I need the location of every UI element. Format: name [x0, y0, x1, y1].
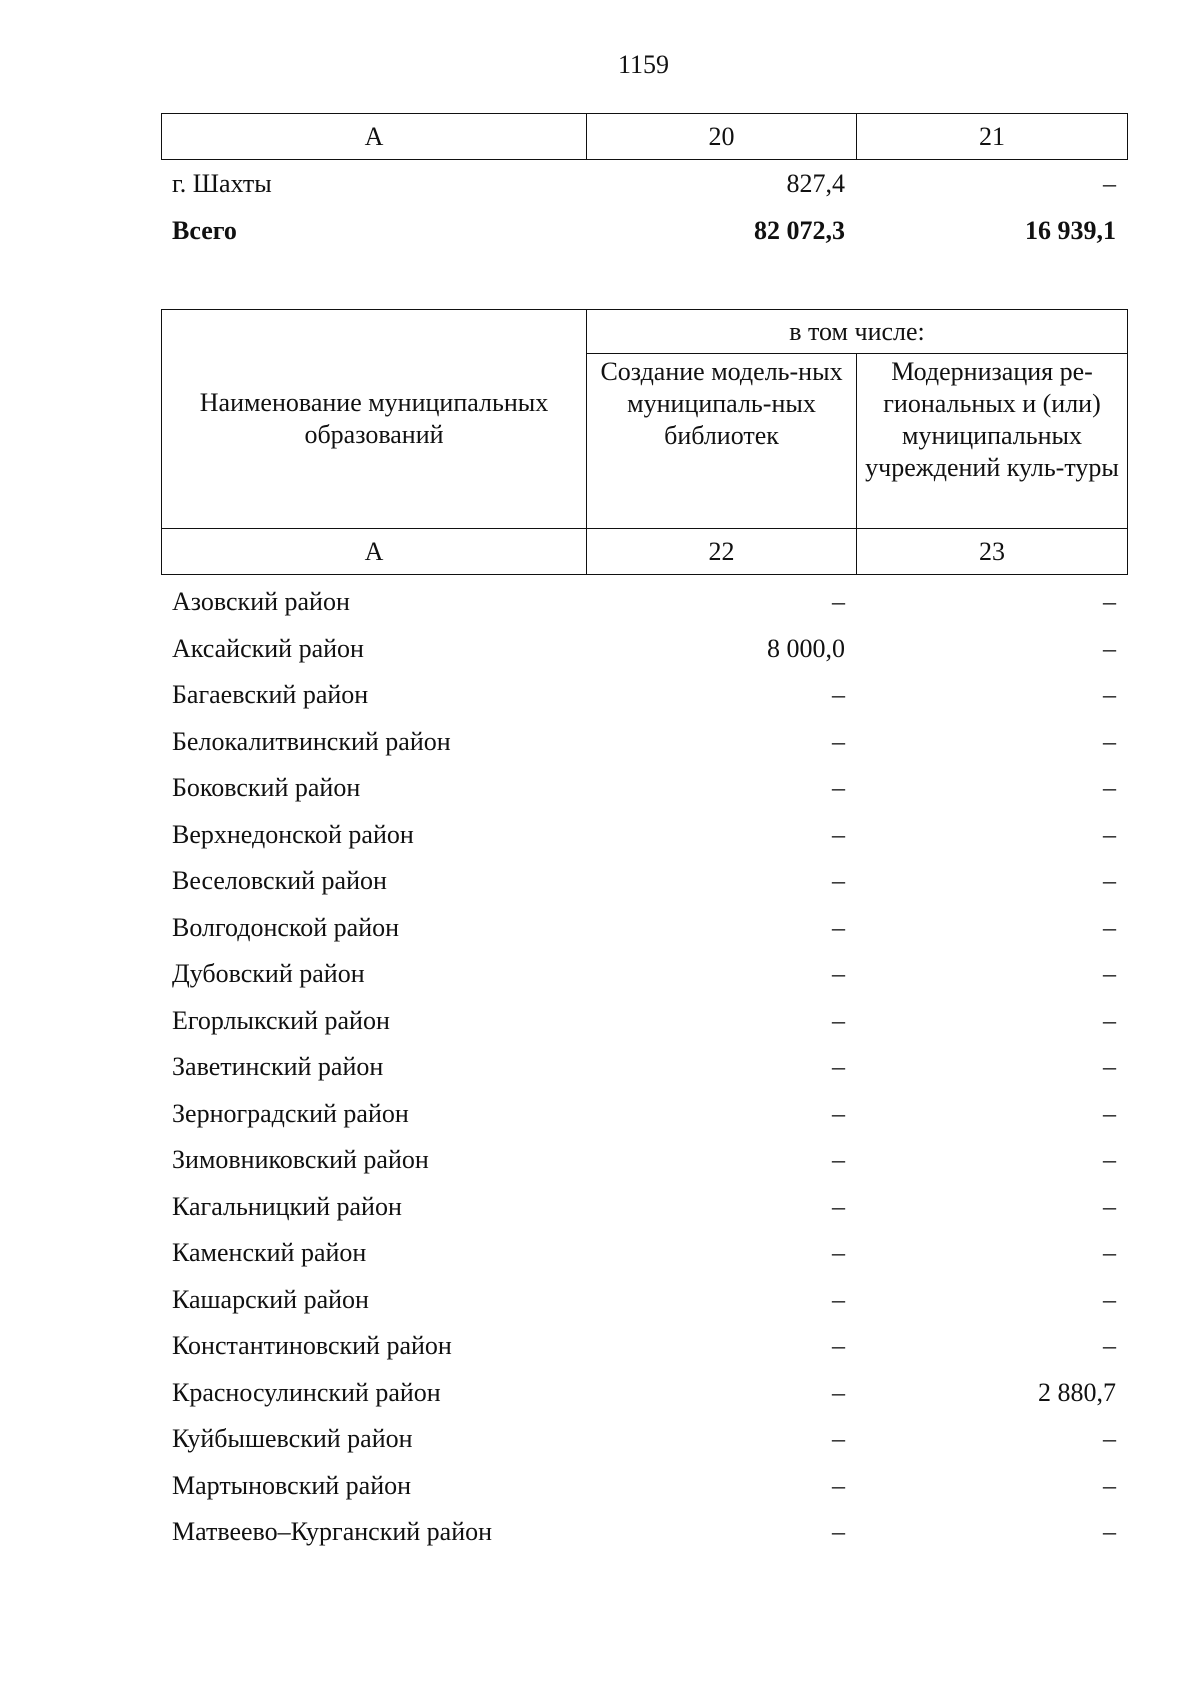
table-row	[161, 1184, 1127, 1231]
row-name: Веселовский район	[172, 866, 387, 896]
row-value-22: –	[832, 1145, 845, 1175]
row-value-22: –	[832, 773, 845, 803]
row-value-22: –	[832, 1424, 845, 1454]
table-row	[161, 1230, 1127, 1277]
row-value-22: –	[832, 959, 845, 989]
total-value-21: 16 939,1	[1025, 215, 1116, 245]
row-name: Зимовниковский район	[172, 1145, 429, 1175]
row-value-23: –	[1103, 587, 1116, 617]
total-row	[161, 208, 1127, 255]
top-table-header	[161, 113, 1128, 160]
row-name: Азовский район	[172, 587, 350, 617]
page-number: 1159	[617, 50, 670, 79]
row-value-23: –	[1103, 1238, 1116, 1268]
header-cell-a: А	[162, 114, 587, 160]
table-row	[161, 1509, 1127, 1556]
row-name: г. Шахты	[172, 169, 272, 199]
row-value-22: –	[832, 1098, 845, 1128]
table-row	[161, 672, 1127, 719]
row-value-23: –	[1103, 959, 1116, 989]
row-value-22: –	[832, 1331, 845, 1361]
row-name: Константиновский район	[172, 1331, 452, 1361]
row-name: Белокалитвинский район	[172, 726, 451, 756]
row-value-23: –	[1103, 1191, 1116, 1221]
row-name: Матвеево–Курганский район	[172, 1517, 493, 1547]
table-row	[161, 1091, 1127, 1138]
header-number-22: 22	[587, 529, 857, 575]
row-name: Волгодонской район	[172, 912, 400, 942]
table-row	[161, 1463, 1127, 1510]
row-name: Кагальницкий район	[172, 1191, 402, 1221]
row-value-22: –	[832, 819, 845, 849]
header-cell-21: 21	[857, 114, 1128, 160]
row-name: Каменский район	[172, 1238, 367, 1268]
row-value-22: –	[832, 1517, 845, 1547]
row-name: Егорлыкский район	[172, 1005, 390, 1035]
row-name: Красносулинский район	[172, 1377, 441, 1407]
row-name: Верхнедонской район	[172, 819, 414, 849]
row-value-23: –	[1103, 1005, 1116, 1035]
table-row	[161, 1370, 1127, 1417]
row-value-23: –	[1103, 633, 1116, 663]
row-value-23: –	[1103, 1517, 1116, 1547]
row-value-22: –	[832, 587, 845, 617]
column-header-modernization: Модернизация ре-гиональных и (или) муниципальных учреждений куль-туры	[857, 354, 1128, 529]
total-label: Всего	[172, 215, 237, 245]
total-value-20: 82 072,3	[754, 215, 845, 245]
row-name: Боковский район	[172, 773, 361, 803]
table-row	[161, 812, 1127, 859]
column-header-model-libraries: Создание модель-ных муниципаль-ных библиотек	[587, 354, 857, 529]
row-value-22: –	[832, 866, 845, 896]
row-value-22: –	[832, 1377, 845, 1407]
row-name: Дубовский район	[172, 959, 365, 989]
row-value-21: –	[1103, 169, 1116, 199]
table-row	[161, 1277, 1127, 1324]
table-row	[161, 1323, 1127, 1370]
table-row	[161, 998, 1127, 1045]
row-value-22: –	[832, 912, 845, 942]
row-name: Куйбышевский район	[172, 1424, 413, 1454]
row-value-23: –	[1103, 773, 1116, 803]
row-value-23: –	[1103, 1331, 1116, 1361]
main-table-header	[161, 309, 1128, 575]
row-name: Мартыновский район	[172, 1470, 412, 1500]
table-row	[161, 905, 1127, 952]
row-name: Кашарский район	[172, 1284, 369, 1314]
header-number-a: А	[162, 529, 587, 575]
row-value-23: –	[1103, 1052, 1116, 1082]
table-row	[161, 1416, 1127, 1463]
row-value-23: –	[1103, 1284, 1116, 1314]
row-value-23: –	[1103, 819, 1116, 849]
table-row	[161, 626, 1127, 673]
row-value-23: –	[1103, 1470, 1116, 1500]
row-value-22: –	[832, 1284, 845, 1314]
row-value-22: –	[832, 1005, 845, 1035]
table-row	[161, 951, 1127, 998]
table-row	[161, 1044, 1127, 1091]
row-value-22: –	[832, 726, 845, 756]
row-value-22: –	[832, 1470, 845, 1500]
row-value-20: 827,4	[786, 169, 845, 199]
row-value-23: –	[1103, 1145, 1116, 1175]
row-value-23: –	[1103, 866, 1116, 896]
row-value-22: –	[832, 1238, 845, 1268]
main-table-body	[161, 579, 1127, 1556]
row-value-23: –	[1103, 1098, 1116, 1128]
row-value-23: –	[1103, 726, 1116, 756]
row-name: Аксайский район	[172, 633, 364, 663]
row-value-22: 8 000,0	[767, 633, 845, 663]
table-row	[161, 719, 1127, 766]
top-table-body	[161, 161, 1127, 254]
row-value-22: –	[832, 1191, 845, 1221]
column-group-header: в том числе:	[587, 310, 1128, 354]
table-row	[161, 161, 1127, 208]
row-name: Заветинский район	[172, 1052, 384, 1082]
row-name: Зерноградский район	[172, 1098, 409, 1128]
row-value-23: –	[1103, 680, 1116, 710]
header-cell-20: 20	[587, 114, 857, 160]
row-value-23: –	[1103, 1424, 1116, 1454]
row-name: Багаевский район	[172, 680, 369, 710]
table-row	[161, 579, 1127, 626]
column-header-municipality: Наименование муниципальных образований	[162, 310, 587, 529]
row-value-23: 2 880,7	[1038, 1377, 1116, 1407]
table-row	[161, 858, 1127, 905]
row-value-22: –	[832, 1052, 845, 1082]
header-number-23: 23	[857, 529, 1128, 575]
table-row	[161, 765, 1127, 812]
table-row	[161, 1137, 1127, 1184]
row-value-22: –	[832, 680, 845, 710]
row-value-23: –	[1103, 912, 1116, 942]
